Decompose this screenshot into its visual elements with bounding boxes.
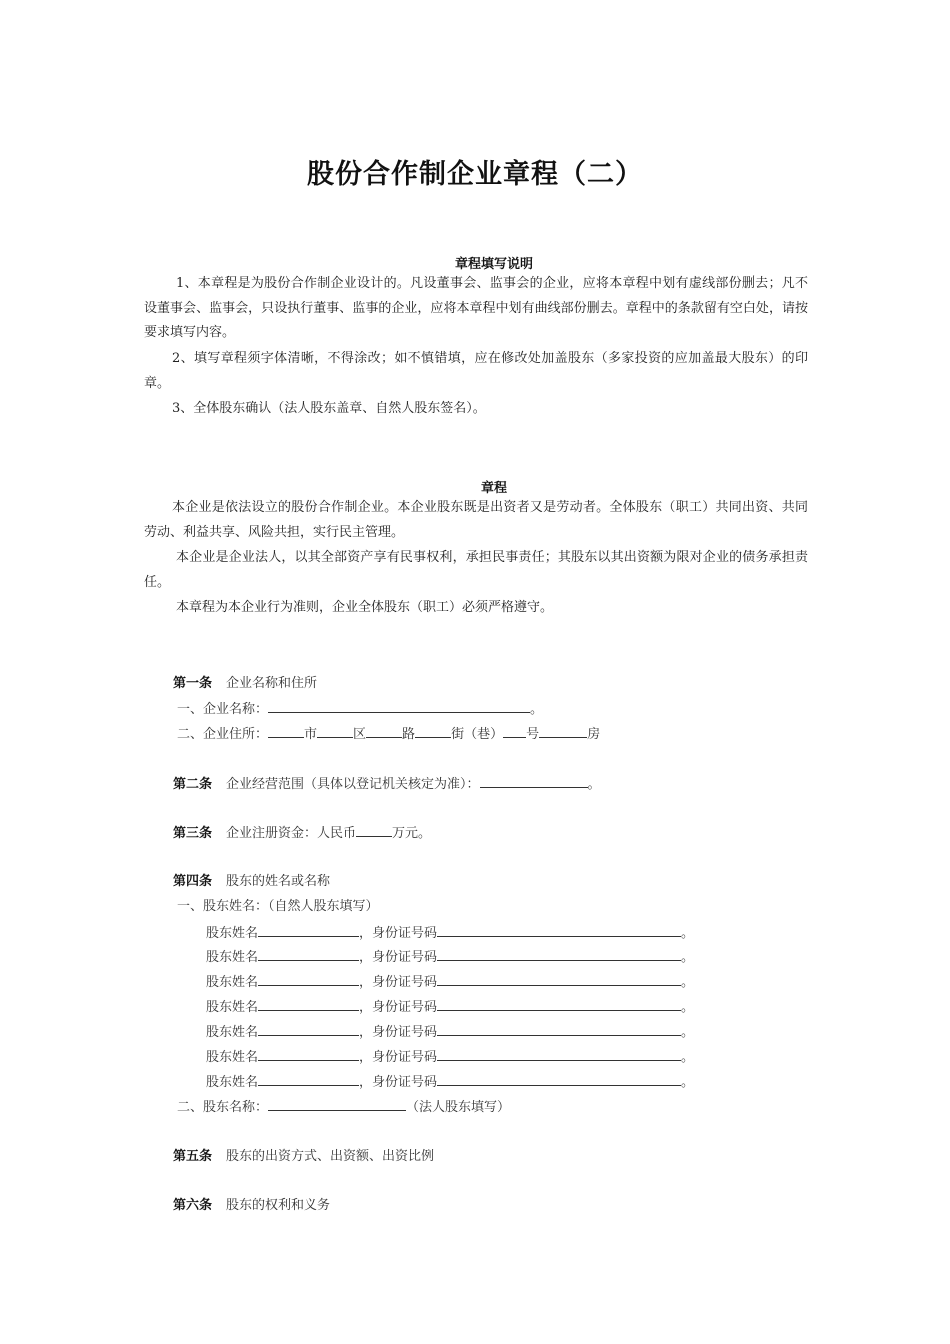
corporate-shareholder-label: 二、股东名称： <box>177 1100 269 1115</box>
article-1-number: 第一条 <box>173 676 213 691</box>
shareholder-name-field[interactable] <box>258 922 359 937</box>
corporate-shareholder-note: （法人股东填写） <box>406 1100 511 1115</box>
shareholder-row: 股东姓名 ，身份证号码 。 <box>206 1021 694 1043</box>
article-3: 第三条 企业注册资金：人民币 万元。 <box>173 822 431 844</box>
article-3-title: 企业注册资金：人民币 <box>226 826 357 841</box>
shareholder-name-field[interactable] <box>258 1046 359 1061</box>
charter-paragraph-2: 本企业是企业法人，以其全部资产享有民事权利，承担民事责任；其股东以其出资额为限对企业的债务承担责任。 <box>144 550 808 590</box>
article-5 <box>173 1147 434 1167</box>
address-city-field[interactable] <box>268 723 304 738</box>
article-6-number: 第六条 <box>173 1198 213 1213</box>
shareholder-id-field[interactable] <box>437 971 681 986</box>
shareholder-name-field[interactable] <box>258 996 359 1011</box>
shareholder-row: 股东姓名 ，身份证号码 。 <box>206 971 694 993</box>
address-room-field[interactable] <box>539 723 587 738</box>
instructions-paragraph-1: 1、本章程是为股份合作制企业设计的。凡设董事会、监事会的企业，应将本章程中划有虚线部份删去；凡不设董事会、监事会，只设执行董事、监事的企业，应将本章程中划有曲线部份删去。章程中的条款留有空白处，请按要求填写内容。 <box>144 276 808 341</box>
article-4 <box>173 872 330 892</box>
shareholder-row: 股东姓名 ，身份证号码 。 <box>206 1046 694 1068</box>
address-road-field[interactable] <box>366 723 402 738</box>
shareholder-id-field[interactable] <box>437 946 681 961</box>
address-street-field[interactable] <box>415 723 451 738</box>
charter-paragraph-3: 本章程为本企业行为准则，企业全体股东（职工）必须严格遵守。 <box>176 600 554 615</box>
shareholder-name-field[interactable] <box>258 971 359 986</box>
article-3-number: 第三条 <box>173 826 213 841</box>
company-address-line: 二、企业住所： 市 区 路 街（巷） 号 房 <box>177 723 600 745</box>
article-2-number: 第二条 <box>173 777 213 792</box>
shareholder-name-field[interactable] <box>258 1021 359 1036</box>
shareholder-id-field[interactable] <box>437 1046 681 1061</box>
article-1-title: 企业名称和住所 <box>226 676 318 691</box>
instructions-paragraph-3: 3、全体股东确认（法人股东盖章、自然人股东签名）。 <box>172 401 486 416</box>
address-district-field[interactable] <box>317 723 353 738</box>
article-2-title: 企业经营范围（具体以登记机关核定为准）： <box>226 777 480 792</box>
document-title: 股份合作制企业章程（二） <box>307 159 643 190</box>
instructions-paragraph-2: 2、填写章程须字体清晰，不得涂改；如不慎错填，应在修改处加盖股东（多家投资的应加盖最大股东）的印章。 <box>144 351 808 391</box>
shareholder-name-field[interactable] <box>258 946 359 961</box>
address-number-field[interactable] <box>503 723 526 738</box>
shareholder-id-field[interactable] <box>437 1021 681 1036</box>
article-4-number: 第四条 <box>173 874 213 889</box>
business-scope-field[interactable] <box>480 773 588 788</box>
instructions-heading: 章程填写说明 <box>454 257 533 272</box>
charter-paragraph-1: 本企业是依法设立的股份合作制企业。本企业股东既是出资者又是劳动者。全体股东（职工）共同出资、共同劳动、利益共享、风险共担，实行民主管理。 <box>144 500 808 540</box>
article-2: 第二条 企业经营范围（具体以登记机关核定为准）： 。 <box>173 773 601 795</box>
article-1 <box>173 674 317 694</box>
company-address-label: 二、企业住所： <box>177 727 269 742</box>
article-6-title: 股东的权利和义务 <box>226 1198 331 1213</box>
shareholder-row: 股东姓名 ，身份证号码 。 <box>206 946 694 968</box>
shareholder-id-field[interactable] <box>437 996 681 1011</box>
article-6 <box>173 1196 330 1216</box>
shareholder-row: 股东姓名 ，身份证号码 。 <box>206 996 694 1018</box>
article-4-title: 股东的姓名或名称 <box>226 874 331 889</box>
shareholder-names-subheading: 一、股东姓名：（自然人股东填写） <box>177 899 379 914</box>
shareholder-row: 股东姓名 ，身份证号码 。 <box>206 1071 694 1093</box>
registered-capital-field[interactable] <box>356 822 392 837</box>
company-name-label: 一、企业名称： <box>177 702 269 717</box>
charter-heading: 章程 <box>480 481 507 496</box>
corporate-shareholder-line <box>177 1096 510 1118</box>
shareholder-row: 股东姓名 ，身份证号码 。 <box>206 922 694 944</box>
company-name-field[interactable] <box>268 698 530 713</box>
shareholder-id-field[interactable] <box>437 922 681 937</box>
article-5-title: 股东的出资方式、出资额、出资比例 <box>226 1149 435 1164</box>
shareholder-id-field[interactable] <box>437 1071 681 1086</box>
article-5-number: 第五条 <box>173 1149 213 1164</box>
corporate-shareholder-field[interactable] <box>268 1096 406 1111</box>
shareholder-name-field[interactable] <box>258 1071 359 1086</box>
company-name-line: 一、企业名称： 。 <box>177 698 543 720</box>
